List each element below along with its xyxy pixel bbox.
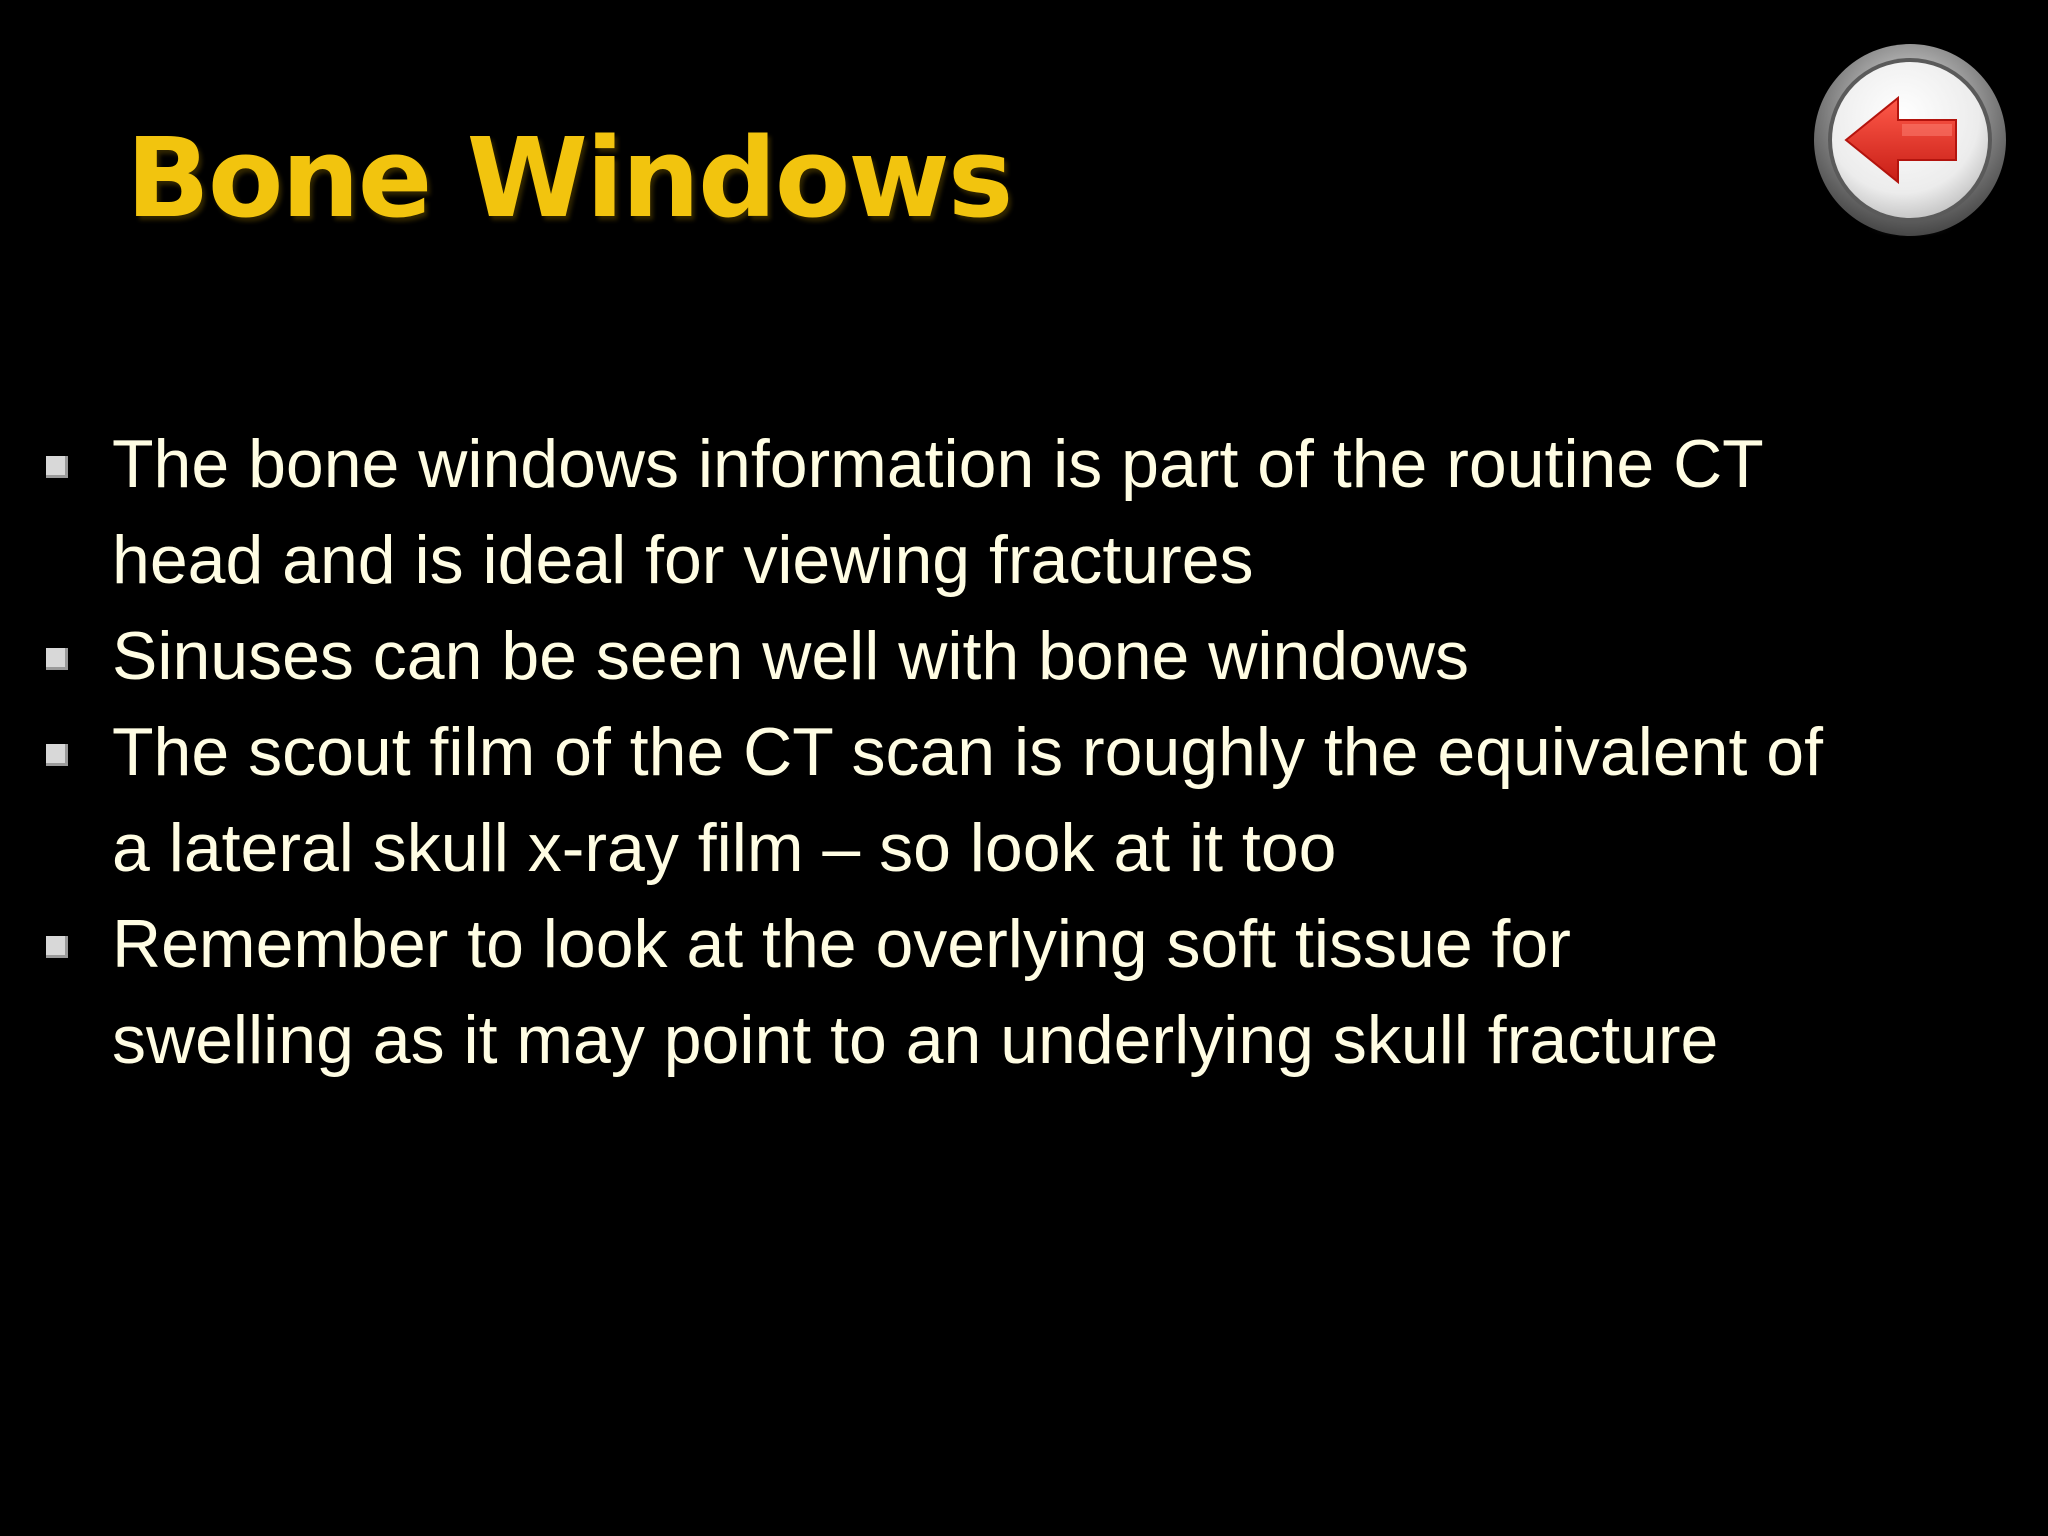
- square-bullet-icon: [46, 456, 68, 478]
- bullet-item: [40, 704, 2000, 896]
- bullet-text-line: The scout film of the CT scan is roughly the equivalent of: [112, 714, 1823, 790]
- bullet-text-line: The bone windows information is part of the routine CT: [112, 426, 1764, 502]
- bullet-text-line: swelling as it may point to an underlying skull fracture: [112, 1002, 1719, 1078]
- back-button[interactable]: [1806, 40, 2006, 240]
- bullet-text-line: a lateral skull x-ray film – so look at it too: [112, 810, 1337, 886]
- bullet-text-line: Sinuses can be seen well with bone windows: [112, 618, 1470, 694]
- square-bullet-icon: [46, 744, 68, 766]
- bullet-list: [40, 416, 2000, 1088]
- bullet-item: [40, 896, 2000, 1088]
- bullet-item: [40, 608, 2000, 704]
- bullet-text-line: Remember to look at the overlying soft tissue for: [112, 906, 1571, 982]
- square-bullet-icon: [46, 936, 68, 958]
- slide-title: Bone Windows: [126, 114, 1012, 242]
- bullet-item: [40, 416, 2000, 608]
- square-bullet-icon: [46, 648, 68, 670]
- left-arrow-icon: [1806, 40, 2006, 240]
- bullet-text-line: head and is ideal for viewing fractures: [112, 522, 1254, 598]
